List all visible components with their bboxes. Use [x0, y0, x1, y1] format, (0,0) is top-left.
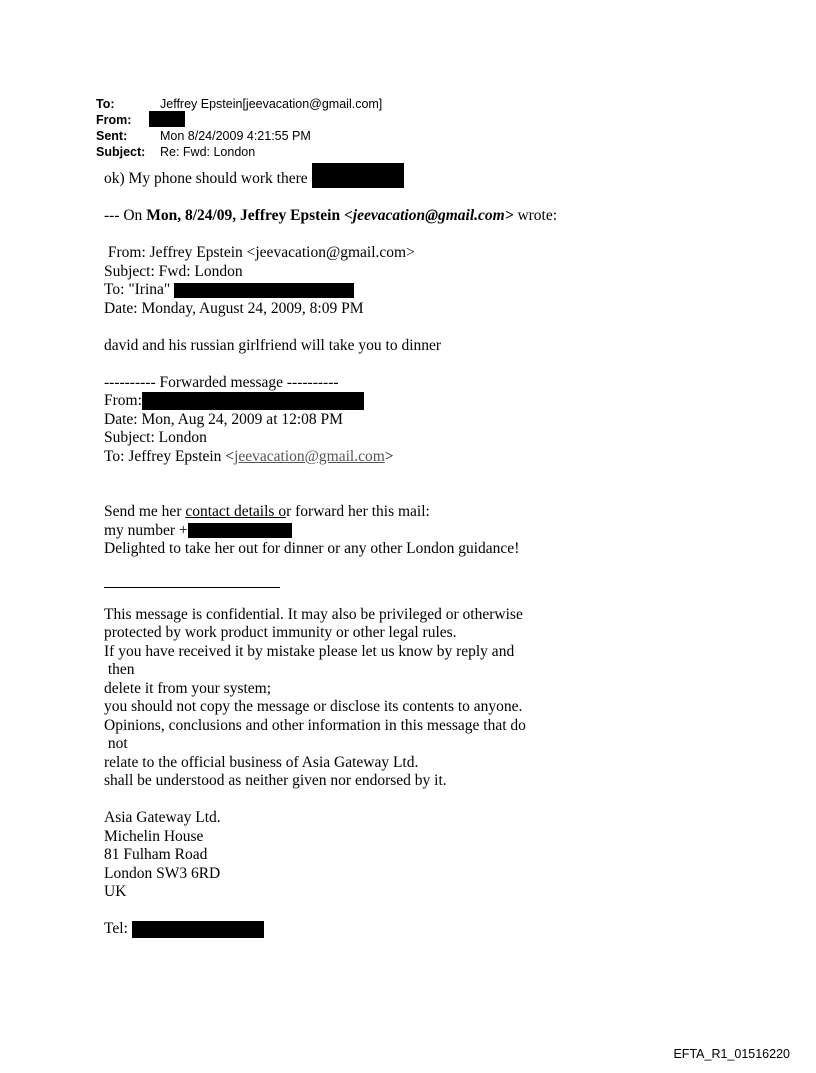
- disclaimer-line: If you have received it by mistake please let us know by reply and: [104, 642, 515, 660]
- address-line: Michelin House: [104, 827, 204, 845]
- fwd2-to-suffix: >: [384, 447, 394, 465]
- subject-value: Re: Fwd: London: [160, 145, 256, 159]
- fwd2-to-prefix: To: Jeffrey Epstein <: [104, 447, 235, 465]
- disclaimer-line: protected by work product immunity or other legal rules.: [104, 624, 457, 641]
- sent-value: Mon 8/24/2009 4:21:55 PM: [160, 129, 311, 143]
- fwd1-date: Date: Monday, August 24, 2009, 8:09 PM: [104, 299, 364, 317]
- fwd2-message-3: Delighted to take her out for dinner or any other London guidance!: [104, 540, 520, 557]
- disclaimer-line: relate to the official business of Asia Gateway Ltd.: [104, 753, 419, 771]
- redaction-box: [132, 921, 264, 938]
- address-line: Asia Gateway Ltd.: [104, 809, 221, 826]
- quote-prefix: --- On: [104, 207, 147, 224]
- msg1-text-a: Send me her: [104, 503, 186, 520]
- tel-label: Tel:: [104, 920, 132, 937]
- fwd1-from-text: From: Jeffrey Epstein <jeevacation@gmail.com>: [107, 244, 415, 261]
- fwd2-separator: ---------- Forwarded message ----------: [104, 373, 339, 391]
- quote-header: [104, 207, 784, 226]
- redaction-box: [174, 283, 354, 298]
- from-label: From:: [96, 113, 132, 127]
- quote-email: <jeevacation@gmail.com>: [343, 207, 514, 224]
- address-line: UK: [104, 883, 127, 900]
- disclaimer-line: This message is confidential. It may also be privileged or otherwise: [104, 605, 523, 623]
- quote-suffix: wrote:: [513, 207, 558, 224]
- telephone-line: [104, 920, 784, 939]
- fwd2-subject: Subject: London: [104, 429, 207, 446]
- reply-line: [104, 170, 784, 189]
- fwd1-to: [104, 281, 784, 300]
- reply-text: ok) My phone should work there: [104, 170, 308, 187]
- fwd2-message-1: [104, 503, 784, 522]
- disclaimer-line: you should not copy the message or disclose its contents to anyone.: [104, 698, 523, 715]
- fwd2-to: [104, 448, 784, 467]
- redaction-box: [142, 392, 364, 410]
- redaction-box: [188, 523, 292, 538]
- fwd2-date: Date: Mon, Aug 24, 2009 at 12:08 PM: [104, 410, 343, 428]
- fwd1-message: david and his russian girlfriend will take you to dinner: [104, 336, 442, 354]
- to-value: Jeffrey Epstein[jeevacation@gmail.com]: [160, 97, 383, 111]
- document-id: EFTA_R1_01516220: [673, 1047, 790, 1061]
- redaction-box: [312, 163, 404, 188]
- address-line: London SW3 6RD: [104, 864, 221, 882]
- contact-details-link[interactable]: contact details o: [185, 503, 287, 520]
- fwd2-from-text: From:: [104, 392, 142, 409]
- phone-number-text: my number +: [104, 521, 188, 539]
- disclaimer-line: then: [104, 661, 135, 678]
- signature-divider: [104, 587, 280, 588]
- redaction-box: [149, 111, 185, 127]
- disclaimer-line: Opinions, conclusions and other information in this message that do: [104, 716, 526, 734]
- msg1-text-b: r forward her this mail:: [286, 503, 430, 520]
- fwd2-message-2: [104, 522, 784, 541]
- quote-author: Mon, 8/24/09, Jeffrey Epstein: [146, 207, 344, 224]
- disclaimer: [104, 606, 784, 791]
- disclaimer-line: not: [104, 735, 128, 752]
- email-link[interactable]: jeevacation@gmail.com: [234, 447, 385, 465]
- company-address: [104, 809, 784, 902]
- address-line: 81 Fulham Road: [104, 846, 208, 863]
- to-label: To:: [96, 97, 115, 111]
- fwd2-from: [104, 392, 784, 411]
- email-body: [104, 170, 784, 939]
- subject-label: Subject:: [96, 145, 146, 159]
- fwd1-subject: Subject: Fwd: London: [104, 262, 243, 280]
- from-redacted: [160, 112, 185, 128]
- sent-label: Sent:: [96, 129, 128, 143]
- fwd1-to-text: To: "Irina": [104, 281, 171, 298]
- disclaimer-line: delete it from your system;: [104, 679, 272, 697]
- disclaimer-line: shall be understood as neither given nor endorsed by it.: [104, 772, 447, 789]
- fwd1-from: [104, 244, 784, 263]
